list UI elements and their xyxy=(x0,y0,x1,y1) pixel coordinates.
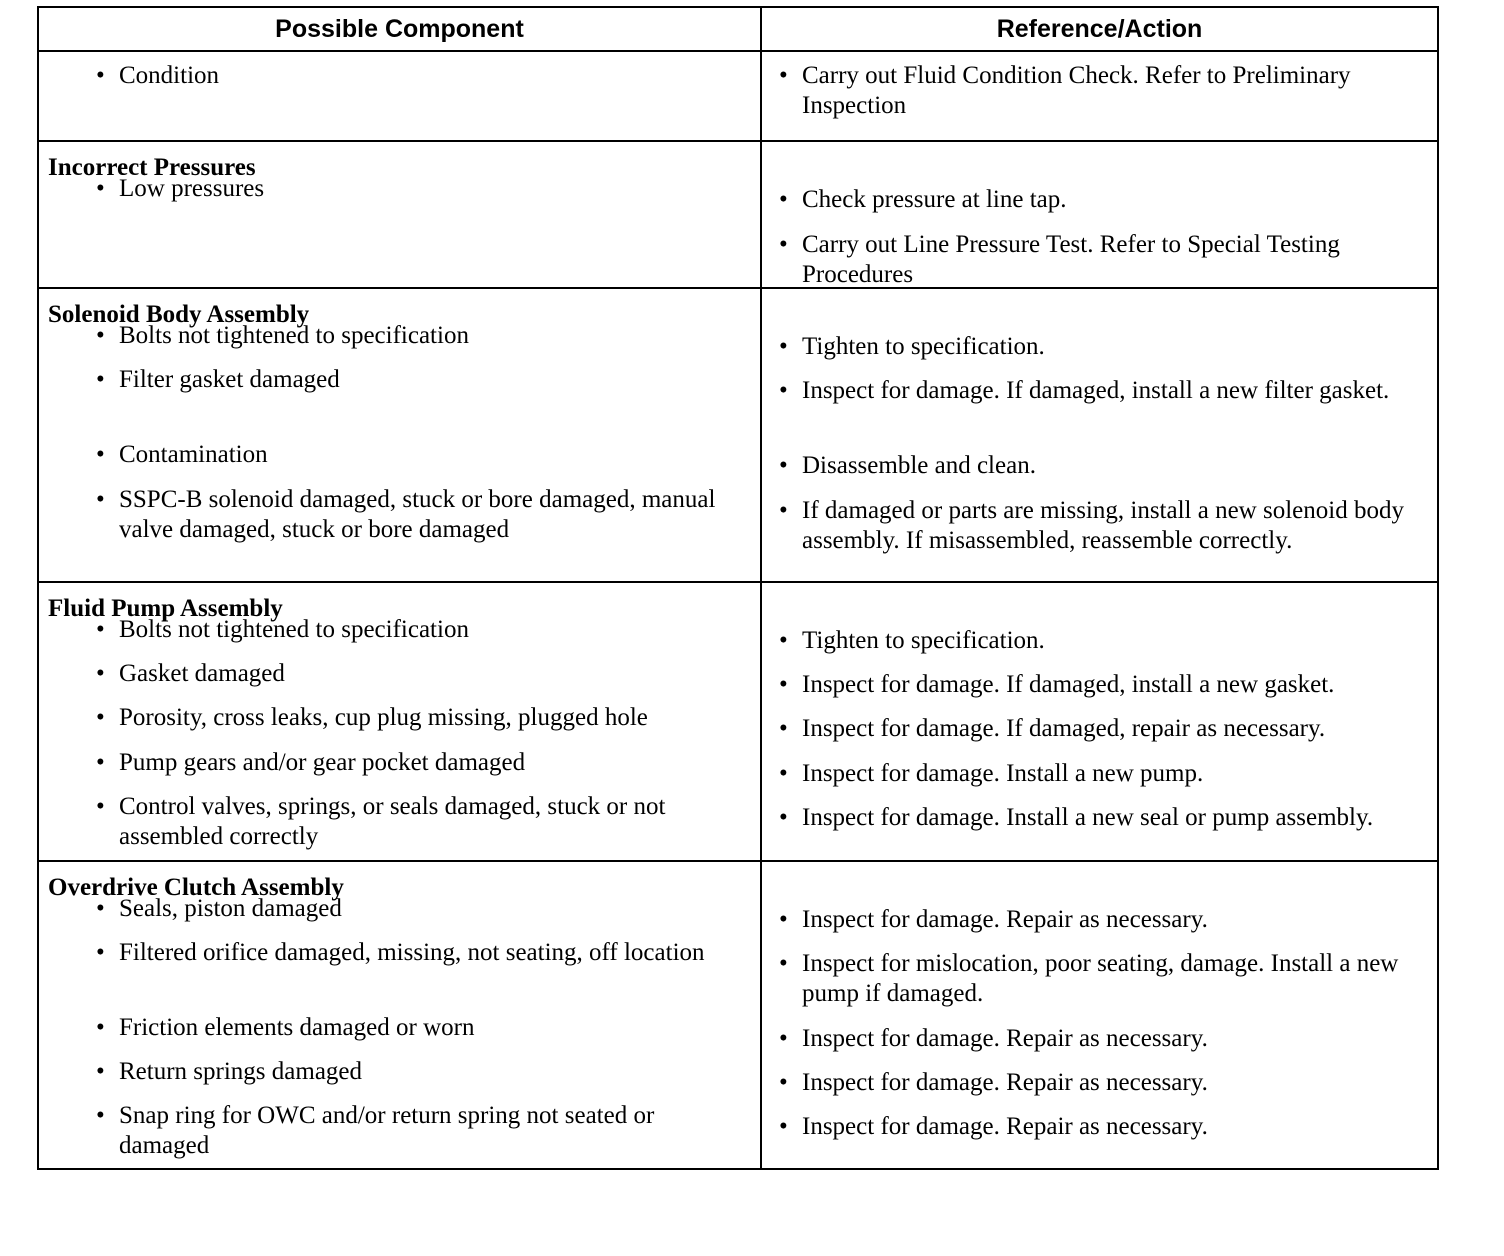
bullet-icon: • xyxy=(779,804,788,831)
component-item xyxy=(39,219,760,272)
action-item xyxy=(762,376,1437,451)
action-text: Disassemble and clean. xyxy=(802,452,1036,479)
action-text: Tighten to specification. xyxy=(802,627,1045,654)
bullet-icon: • xyxy=(779,1113,788,1140)
action-item xyxy=(762,332,1437,376)
component-list xyxy=(39,894,760,1159)
bullet-icon: • xyxy=(96,793,105,820)
bullet-icon: • xyxy=(96,749,105,776)
component-cell xyxy=(38,141,761,288)
header-possible-component: Possible Component xyxy=(38,7,761,51)
action-item xyxy=(762,1024,1437,1068)
bullet-icon: • xyxy=(96,1014,105,1041)
bullet-icon: • xyxy=(96,616,105,643)
action-item xyxy=(762,759,1437,803)
bullet-icon: • xyxy=(779,186,788,213)
action-cell xyxy=(761,861,1438,1169)
action-text: Tighten to specification. xyxy=(802,333,1045,360)
action-list xyxy=(762,185,1437,288)
bullet-icon: • xyxy=(779,231,788,258)
section-row xyxy=(38,861,1438,1169)
section-row xyxy=(38,288,1438,582)
bullet-icon: • xyxy=(779,906,788,933)
bullet-icon: • xyxy=(779,671,788,698)
bullet-icon: • xyxy=(779,452,788,479)
action-item xyxy=(762,949,1437,1024)
action-item xyxy=(762,1112,1437,1164)
component-item xyxy=(39,1013,760,1057)
header-reference-action: Reference/Action xyxy=(761,7,1438,51)
section-title-spacer xyxy=(762,594,1437,626)
section-title-spacer xyxy=(762,300,1437,332)
table-body xyxy=(38,51,1438,1169)
component-cell xyxy=(38,861,761,1169)
bullet-icon: • xyxy=(96,1102,105,1129)
component-item xyxy=(39,321,760,365)
component-text: Porosity, cross leaks, cup plug missing, plugged hole xyxy=(119,704,648,731)
bullet-icon: • xyxy=(96,62,105,89)
section-title-spacer xyxy=(762,153,1437,185)
bullet-icon: • xyxy=(96,660,105,687)
bullet-icon: • xyxy=(779,950,788,977)
action-text: Inspect for mislocation, poor seating, damage. Install a new pump if damaged. xyxy=(802,950,1399,1007)
section-title-spacer xyxy=(762,873,1437,905)
component-cell xyxy=(38,582,761,861)
component-text: Filtered orifice damaged, missing, not seating, off location xyxy=(119,939,705,966)
action-cell xyxy=(761,582,1438,861)
action-text: Inspect for damage. If damaged, install a new gasket. xyxy=(802,671,1335,698)
action-list xyxy=(762,332,1437,577)
action-text: Inspect for damage. If damaged, install a new filter gasket. xyxy=(802,377,1390,404)
section-row xyxy=(38,582,1438,861)
bullet-icon: • xyxy=(96,441,105,468)
component-item xyxy=(39,894,760,938)
action-item xyxy=(762,905,1437,949)
action-text: Inspect for damage. Repair as necessary. xyxy=(802,1113,1208,1140)
section-title: Fluid Pump Assembly xyxy=(48,595,283,622)
component-item xyxy=(39,938,760,1013)
component-text: Bolts not tightened to specification xyxy=(119,322,469,349)
component-text: Condition xyxy=(119,62,220,89)
action-text: Check pressure at line tap. xyxy=(802,186,1067,213)
bullet-icon: • xyxy=(779,715,788,742)
component-text: Seals, piston damaged xyxy=(119,895,342,922)
component-list xyxy=(39,615,760,850)
component-text: Friction elements damaged or worn xyxy=(119,1014,475,1041)
bullet-icon: • xyxy=(779,497,788,524)
component-item xyxy=(39,792,760,850)
component-item xyxy=(39,365,760,440)
component-text: SSPC-B solenoid damaged, stuck or bore damaged, manual valve damaged, stuck or bore damaged xyxy=(119,486,716,543)
action-text: Carry out Line Pressure Test. Refer to Special Testing Procedures xyxy=(802,231,1340,288)
component-item xyxy=(39,61,760,136)
bullet-icon: • xyxy=(779,377,788,404)
action-list xyxy=(762,61,1437,136)
component-list xyxy=(39,174,760,272)
component-text: Contamination xyxy=(119,441,268,468)
action-list xyxy=(762,626,1437,856)
component-list xyxy=(39,321,760,566)
action-item xyxy=(762,185,1437,230)
bullet-icon: • xyxy=(779,1069,788,1096)
section-title: Incorrect Pressures xyxy=(48,154,256,181)
component-item xyxy=(39,440,760,485)
section-row xyxy=(38,141,1438,288)
component-item xyxy=(39,748,760,792)
action-cell xyxy=(761,288,1438,582)
component-item xyxy=(39,1057,760,1101)
action-item xyxy=(762,803,1437,856)
bullet-icon: • xyxy=(96,486,105,513)
component-item xyxy=(39,485,760,566)
bullet-icon: • xyxy=(96,704,105,731)
action-item xyxy=(762,61,1437,136)
action-list xyxy=(762,905,1437,1164)
action-text: Inspect for damage. Install a new seal or pump assembly. xyxy=(802,804,1374,831)
component-item xyxy=(39,615,760,659)
action-item xyxy=(762,714,1437,759)
component-item xyxy=(39,703,760,748)
bullet-icon: • xyxy=(96,939,105,966)
bullet-icon: • xyxy=(96,175,105,202)
section-title: Solenoid Body Assembly xyxy=(48,301,310,328)
bullet-icon: • xyxy=(96,1058,105,1085)
section-row xyxy=(38,51,1438,141)
action-text: Inspect for damage. Repair as necessary. xyxy=(802,1025,1208,1052)
bullet-icon: • xyxy=(779,627,788,654)
bullet-icon: • xyxy=(96,895,105,922)
action-item xyxy=(762,626,1437,670)
action-item xyxy=(762,1068,1437,1112)
action-item xyxy=(762,496,1437,577)
component-cell xyxy=(38,288,761,582)
component-list xyxy=(39,61,760,136)
component-text: Pump gears and/or gear pocket damaged xyxy=(119,749,526,776)
component-text: Control valves, springs, or seals damaged, stuck or not assembled correctly xyxy=(119,793,666,850)
action-item xyxy=(762,670,1437,714)
component-text: Bolts not tightened to specification xyxy=(119,616,469,643)
bullet-icon: • xyxy=(779,1025,788,1052)
component-text: Filter gasket damaged xyxy=(119,366,340,393)
action-text: Inspect for damage. Repair as necessary. xyxy=(802,1069,1208,1096)
component-item xyxy=(39,659,760,703)
action-text: If damaged or parts are missing, install a new solenoid body assembly. If misassembled, reassemble correctly. xyxy=(802,497,1404,554)
bullet-icon: • xyxy=(779,333,788,360)
action-item xyxy=(762,451,1437,496)
component-text: Low pressures xyxy=(119,175,265,202)
component-item xyxy=(39,1101,760,1159)
bullet-icon: • xyxy=(779,62,788,89)
bullet-icon: • xyxy=(96,366,105,393)
component-item xyxy=(39,174,760,219)
action-text: Carry out Fluid Condition Check. Refer to Preliminary Inspection xyxy=(802,62,1351,119)
bullet-icon: • xyxy=(779,760,788,787)
component-cell xyxy=(38,51,761,141)
action-cell xyxy=(761,141,1438,288)
component-text: Gasket damaged xyxy=(119,660,285,687)
action-text: Inspect for damage. Install a new pump. xyxy=(802,760,1204,787)
component-text: Return springs damaged xyxy=(119,1058,363,1085)
action-item xyxy=(762,230,1437,288)
bullet-icon: • xyxy=(96,322,105,349)
action-text: Inspect for damage. If damaged, repair as necessary. xyxy=(802,715,1326,742)
component-text: Snap ring for OWC and/or return spring not seated or damaged xyxy=(119,1102,655,1159)
header-row xyxy=(38,7,1438,51)
action-cell xyxy=(761,51,1438,141)
action-text: Inspect for damage. Repair as necessary. xyxy=(802,906,1208,933)
section-title: Overdrive Clutch Assembly xyxy=(48,874,344,901)
diagnosis-table xyxy=(37,6,1439,1170)
